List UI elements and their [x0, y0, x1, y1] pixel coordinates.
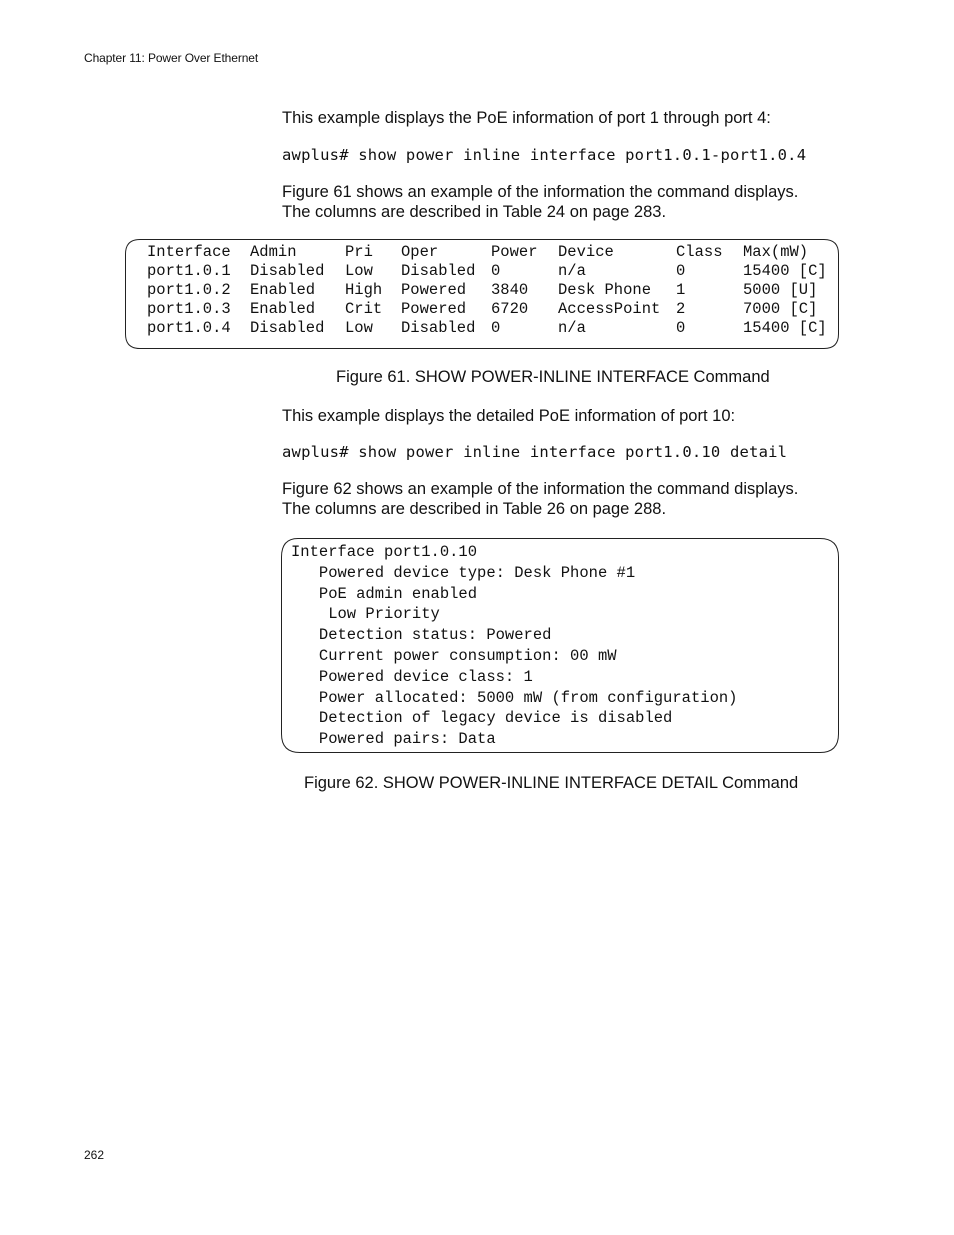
detail-line: Detection status: Powered: [291, 626, 552, 645]
detail-line: Detection of legacy device is disabled: [291, 709, 673, 728]
intro-text-1: This example displays the PoE information of port 1 through port 4:: [282, 109, 771, 127]
detail-line: Interface port1.0.10: [291, 543, 478, 561]
table-cell: port1.0.3: [147, 300, 231, 318]
table-cell: port1.0.2: [147, 281, 231, 299]
table-cell: Crit: [345, 300, 383, 318]
table-cell: Low: [345, 262, 373, 280]
description-paragraph-2: [282, 479, 842, 519]
table-cell: port1.0.4: [147, 319, 231, 337]
table-cell: 0: [491, 262, 501, 280]
table-cell: Disabled: [401, 262, 476, 280]
table-cell: port1.0.1: [147, 262, 231, 280]
table-header-cell: Pri: [345, 243, 373, 261]
table-cell: High: [345, 281, 383, 299]
description-1-line-2: The columns are described in Table 24 on page 283.: [282, 203, 667, 221]
table-header-cell: Class: [676, 243, 723, 261]
table-cell: 1: [676, 281, 686, 299]
running-header: Chapter 11: Power Over Ethernet: [84, 51, 259, 65]
intro-paragraph-1: [282, 108, 842, 128]
table-cell: Powered: [401, 300, 467, 318]
detail-line: PoE admin enabled: [291, 584, 478, 603]
figure-61-frame: [124, 238, 840, 350]
table-cell: Enabled: [250, 300, 316, 318]
table-cell: Disabled: [401, 319, 476, 337]
intro-text-2: This example displays the detailed PoE information of port 10:: [282, 407, 736, 425]
table-cell: 0: [491, 319, 501, 337]
page-number: 262: [84, 1148, 105, 1162]
command-example-1: awplus# show power inline interface port1.0.1-port1.0.4: [282, 146, 807, 164]
table-header-cell: Power: [491, 243, 538, 261]
description-paragraph-1: [282, 182, 842, 222]
table-header-cell: Device: [558, 243, 614, 261]
table-header-cell: Admin: [250, 243, 297, 261]
table-header-cell: Max(mW): [743, 243, 809, 261]
table-cell: Enabled: [250, 281, 316, 299]
intro-paragraph-2: [282, 406, 842, 426]
table-cell: Low: [345, 319, 373, 337]
table-header-cell: Interface: [147, 243, 231, 261]
table-cell: 6720: [491, 300, 529, 318]
detail-line: Powered device type: Desk Phone #1: [291, 563, 636, 582]
detail-line: Low Priority: [291, 605, 440, 624]
table-cell: 15400 [C]: [743, 319, 827, 337]
table-header-cell: Oper: [401, 243, 439, 261]
figure-61-border: [124, 238, 840, 350]
table-cell: Disabled: [250, 319, 325, 337]
detail-line: Current power consumption: 00 mW: [291, 647, 617, 665]
table-cell: AccessPoint: [558, 300, 661, 318]
command-example-2: awplus# show power inline interface port1.0.10 detail: [282, 443, 788, 461]
description-2-line-1: Figure 62 shows an example of the information the command displays.: [282, 480, 799, 498]
table-cell: 0: [676, 262, 686, 280]
table-cell: 3840: [491, 281, 529, 299]
detail-line: Powered device class: 1: [291, 667, 533, 686]
table-cell: n/a: [558, 262, 586, 280]
table-cell: Powered: [401, 281, 467, 299]
table-cell: 5000 [U]: [743, 281, 818, 299]
table-cell: 2: [676, 300, 686, 318]
table-cell: 7000 [C]: [743, 300, 818, 318]
detail-line: Power allocated: 5000 mW (from configuration): [291, 688, 738, 707]
table-cell: 0: [676, 319, 686, 337]
description-2-line-2: The columns are described in Table 26 on page 288.: [282, 500, 667, 518]
table-cell: Desk Phone: [558, 281, 652, 299]
figure-61-caption: Figure 61. SHOW POWER-INLINE INTERFACE Command: [336, 368, 770, 386]
table-cell: n/a: [558, 319, 586, 337]
table-cell: Disabled: [250, 262, 325, 280]
table-cell: 15400 [C]: [743, 262, 827, 280]
detail-line: Powered pairs: Data: [291, 730, 496, 749]
description-1-line-1: Figure 61 shows an example of the information the command displays.: [282, 183, 799, 201]
figure-62-caption: Figure 62. SHOW POWER-INLINE INTERFACE DETAIL Command: [304, 774, 799, 792]
